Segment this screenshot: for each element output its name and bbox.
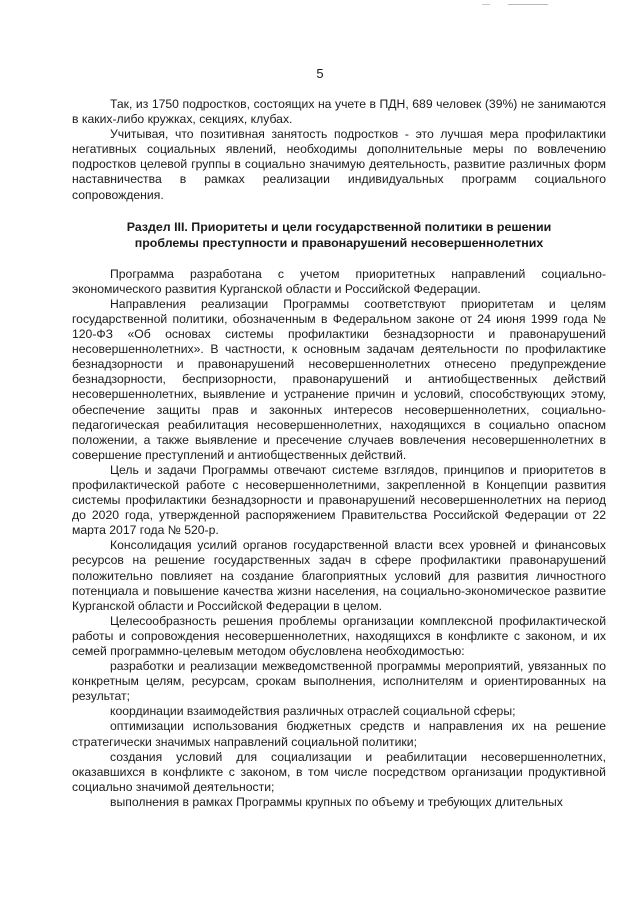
- paragraph: оптимизации использования бюджетных средств и направления их на решение стратегически значимых направлений социальной политики;: [72, 719, 606, 749]
- paragraph: Учитывая, что позитивная занятость подростков - это лучшая мера профилактики негативных социальных явлений, необходимы дополнительные меры по вовлечению подростков целевой группы в социально значимую деятельность, развитие различных форм наставничества в рамках реализации индивидуальных программ социального сопровождения.: [72, 127, 606, 202]
- paragraph: Цель и задачи Программы отвечают системе взглядов, принципов и приоритетов в профилактической работе с несовершеннолетними, закрепленной в Концепции развития системы профилактики безнадзорности и правонарушений несовершеннолетних на период до 2020 года, утвержденной распоряжением Правительства Российской Федерации от 22 марта 2017 года № 520-р.: [72, 462, 606, 538]
- paragraph: создания условий для социализации и реабилитации несовершеннолетних, оказавшихся в конфликте с законом, в том числе посредством организации продуктивной социально значимой деятельности;: [72, 749, 606, 794]
- paragraph: Программа разработана с учетом приоритетных направлений социально-экономического развития Курганской области и Российской Федерации.: [72, 266, 606, 296]
- paragraph: выполнения в рамках Программы крупных по объему и требующих длительных: [110, 794, 563, 809]
- document-body: [72, 97, 606, 810]
- page-number: 5: [316, 66, 324, 81]
- scan-artifact: [482, 4, 490, 5]
- paragraph: Направления реализации Программы соответствуют приоритетам и целям государственной политики, обозначенным в Федеральном законе от 24 июня 1999 года № 120-ФЗ «Об основах системы профилактики безнадзорности и правонарушений несовершеннолетних». В частности, к основным задачам деятельности по профилактике безнадзорности и правонарушений несовершеннолетних отнесено предупреждение безнадзорности, беспризорности, правонарушений и антиобщественных действий несовершеннолетних, выявление и устранение причин и условий, способствующих этому, обеспечение защиты прав и законных интересов несовершеннолетних, социально-педагогическая реабилитация несовершеннолетних, находящихся в социально опасном положении, а также выявление и пресечение случаев вовлечения несовершеннолетних в совершение преступлений и антиобщественных действий.: [72, 296, 606, 462]
- paragraph: Целесообразность решения проблемы организации комплексной профилактической работы и сопровождения несовершеннолетних, находящихся в конфликте с законом, и их семей программно-целевым методом обусловлена необходимостью:: [72, 613, 606, 658]
- scan-artifact: [508, 4, 548, 5]
- paragraph: координации взаимодействия различных отраслей социальной сферы;: [110, 704, 516, 719]
- paragraph: Так, из 1750 подростков, состоящих на учете в ПДН, 689 человек (39%) не занимаются в каких-либо кружках, секциях, клубах.: [72, 97, 606, 127]
- paragraph: разработки и реализации межведомственной программы мероприятий, увязанных по конкретным целям, ресурсам, срокам выполнения, исполнителям и ориентированных на результат;: [72, 659, 606, 704]
- paragraph: Консолидация усилий органов государственной власти всех уровней и финансовых ресурсов на решение государственных задач в сфере профилактики правонарушений положительно повлияет на создание благоприятных условий для развития личностного потенциала и повышение качества жизни населения, на социально-экономическое развитие Курганской области и Российской Федерации в целом.: [72, 538, 606, 613]
- section-heading: Раздел III. Приоритеты и цели государственной политики в решении проблемы преступности и правонарушений несовершеннолетних: [126, 219, 552, 250]
